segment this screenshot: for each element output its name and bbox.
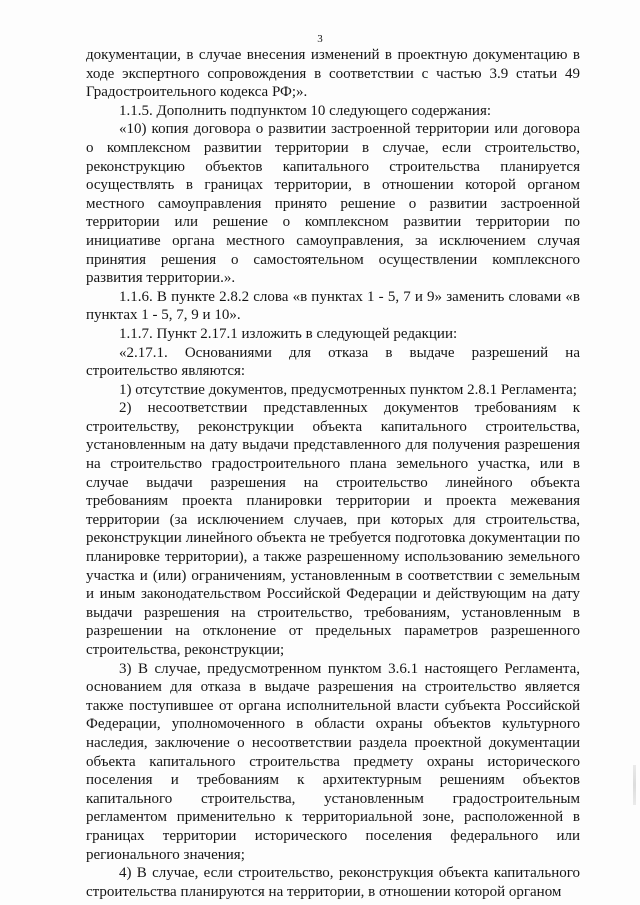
paragraph-item-10: «10) копия договора о развитии застроенной территории или договора о комплексном развитии территории в случае, если строительство, реконструкцию объектов капитального строительства планируется осуществлять в границах территории, в отношении которой органом местного самоуправления принято решение о развитии застроенной территории или решение о комплексном развитии территории по инициативе органа местного самоуправления, за исключением случая принятия решения о самостоятельном осуществлении комплексного развития территории.».	[86, 121, 580, 287]
paragraph-1-1-7: 1.1.7. Пункт 2.17.1 изложить в следующей редакции:	[119, 325, 458, 342]
document-body	[86, 46, 580, 901]
paragraph-2-17-1: «2.17.1. Основаниями для отказа в выдаче разрешений на строительство являются:	[86, 344, 580, 380]
paragraph-continuation: документации, в случае внесения изменений в проектную документацию в ходе экспертного сопровождения в соответствии с частью 3.9 статьи 49 Градостроительного кодекса РФ;».	[86, 47, 580, 101]
paragraph-ground-4: 4) В случае, если строительство, реконструкция объекта капитального строительства планируются на территории, в отношении которой органом	[86, 865, 580, 900]
paragraph-1-1-5: 1.1.5. Дополнить подпунктом 10 следующего содержания:	[119, 102, 492, 119]
page-number: 3	[317, 33, 323, 45]
paragraph-ground-1: 1) отсутствие документов, предусмотренных пунктом 2.8.1 Регламента;	[119, 381, 577, 398]
paragraph-ground-3: 3) В случае, предусмотренном пунктом 3.6.1 настоящего Регламента, основанием для отказа в выдаче разрешения на строительство является также поступившее от органа исполнительной власти субъекта Российской Федерации, уполномоченного в области охраны объектов культурного наследия, заключение о несоответствии раздела проектной документации объекта капитального строительства предмету охраны исторического поселения и требованиям к архитектурным решениям объектов капитального строительства, установленным градостроительным регламентом применительно к территориальной зоне, расположенной в границах территории исторического поселения федерального или регионального значения;	[86, 660, 580, 863]
paragraph-1-1-6: 1.1.6. В пункте 2.8.2 слова «в пунктах 1 - 5, 7 и 9» заменить словами «в пунктах 1 - 5, 7, 9 и 10».	[86, 288, 580, 324]
scan-artifact	[633, 765, 636, 805]
paragraph-ground-2: 2) несоответствии представленных документов требованиям к строительству, реконструкции объекта капитального строительства, установленным на дату выдачи представленного для получения разрешения на строительство градостроительного плана земельного участка, или в случае выдачи разрешения на строительство линейного объекта требованиям проекта планировки территории и проекта межевания территории (за исключением случаев, при которых для строительства, реконструкции линейного объекта не требуется подготовка документации по планировке территории), а также разрешенному использованию земельного участка и (или) ограничениям, установленным в соответствии с земельным и иным законодательством Российской Федерации и действующим на дату выдачи разрешения на строительство, требованиям, установленным в разрешении на отклонение от предельных параметров разрешенного строительства, реконструкции;	[86, 400, 580, 658]
